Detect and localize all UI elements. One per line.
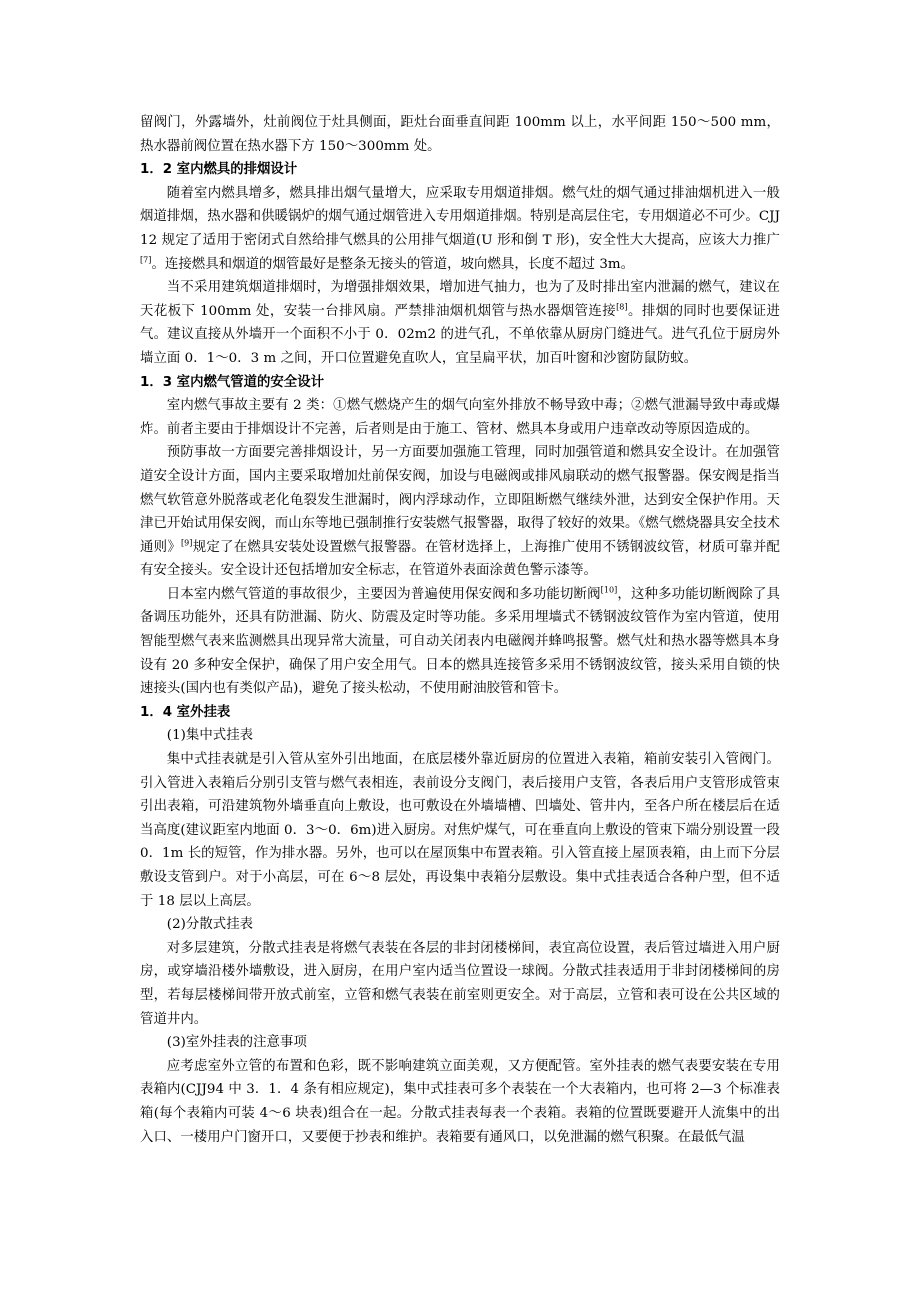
paragraph-accident-types: 室内燃气事故主要有 2 类：①燃气燃烧产生的烟气向室外排放不畅导致中毒；②燃气泄漏导致中毒或爆炸。前者主要由于排烟设计不完善，后者则是由于施工、管材、燃具本身或用户违章改动等原因造成的。 <box>140 398 780 437</box>
subheading-distributed-meter: (2)分散式挂表 <box>166 917 254 933</box>
paragraph-distributed-meter: 对多层建筑，分散式挂表是将燃气表装在各层的非封闭楼梯间，表宜高位设置，表后管过墙进入用户厨房，或穿墙沿楼外墙敷设，进入厨房，在用户室内适当位置设一球阀。分散式挂表适用于非封闭楼梯间的房型，若每层楼梯间带开放式前室，立管和燃气表装在前室则更安全。对于高层，立管和表可设在公共区域的管道井内。 <box>140 940 780 1027</box>
section-heading-1-4: 1．4 室外挂表 <box>140 704 231 720</box>
paragraph-exhaust-fan: 当不采用建筑烟道排烟时，为增强排烟效果，增加进气抽力，也为了及时排出室内泄漏的燃气，建议在天花板下 100mm 处，安装一台排风扇。严禁排油烟机烟管与热水器烟管连接[8]。排烟的同时也要保证进气。建议直接从外墙开一个面积不小于 0．02m2 的进气孔，不单依靠从厨房门缝进气。进气孔位于厨房外墙立面 0．1～0．3 m 之间，开口位置避免直吹人，宜呈扁平状，加百叶窗和沙窗防鼠防蚊。 <box>140 280 780 366</box>
paragraph-continuation: 留阀门，外露墙外，灶前阀位于灶具侧面，距灶台面垂直间距 100mm 以上，水平间距 150～500 mm，热水器前阀位置在热水器下方 150～300mm 处。 <box>140 115 780 154</box>
paragraph-outdoor-notes: 应考虑室外立管的布置和色彩，既不影响建筑立面美观，又方便配管。室外挂表的燃气表要安装在专用表箱内(CJJ94 中 3．1．4 条有相应规定)，集中式挂表可多个表装在一个大表箱内，也可将 2—3 个标准表箱(每个表箱内可装 4～6 块表)组合在一起。分散式挂表每表一个表箱。表箱的位置既要避开人流集中的出入口、一楼用户门窗开口，又要便于抄表和维护。表箱要有通风口，以免泄漏的燃气积聚。在最低气温 <box>140 1058 780 1145</box>
paragraph-flue-design: 随着室内燃具增多，燃具排出烟气量增大，应采取专用烟道排烟。燃气灶的烟气通过排油烟机进入一般烟道排烟，热水器和供暖锅炉的烟气通过烟管进入专用烟道排烟。特别是高层住宅，专用烟道必不可少。CJJ 12 规定了适用于密闭式自然给排气燃具的公用排气烟道(U 形和倒 T 形)，安全性大大提高，应该大力推广[7]。连接燃具和烟道的烟管最好是整条无接头的管道，坡向燃具，长度不超过 3m。 <box>140 185 780 272</box>
section-heading-1-2: 1．2 室内燃具的排烟设计 <box>140 162 298 178</box>
subheading-centralized-meter: (1)集中式挂表 <box>166 728 254 744</box>
section-heading-1-3: 1．3 室内燃气管道的安全设计 <box>140 374 324 390</box>
paragraph-prevention: 预防事故一方面要完善排烟设计，另一方面要加强施工管理，同时加强管道和燃具安全设计。在加强管道安全设计方面，国内主要采取增加灶前保安阀，加设与电磁阀或排风扇联动的燃气报警器。保安阀是指当燃气软管意外脱落或老化龟裂发生泄漏时，阀内浮球动作，立即阻断燃气继续外泄，达到安全保护作用。天津已开始试用保安阀，而山东等地已强制推行安装燃气报警器，取得了较好的效果。《燃气燃烧器具安全技术通则》[9]规定了在燃具安装处设置燃气报警器。在管材选择上，上海推广使用不锈钢波纹管，材质可靠并配有安全接头。安全设计还包括增加安全标志，在管道外表面涂黄色警示漆等。 <box>140 445 780 579</box>
document-page <box>140 111 780 1149</box>
subheading-outdoor-notes: (3)室外挂表的注意事项 <box>166 1035 307 1051</box>
paragraph-japan: 日本室内燃气管道的事故很少，主要因为普遍使用保安阀和多功能切断阀[10]，这种多功能切断阀除了具备调压功能外，还具有防泄漏、防火、防震及定时等功能。多采用埋墙式不锈钢波纹管作为室内管道，使用智能型燃气表来监测燃具出现异常大流量，可自动关闭表内电磁阀并蜂鸣报警。燃气灶和热水器等燃具本身设有 20 多种安全保护，确保了用户安全用气。日本的燃具连接管多采用不锈钢波纹管，接头采用自锁的快速接头(国内也有类似产品)，避免了接头松动，不使用耐油胶管和管卡。 <box>140 585 780 697</box>
paragraph-centralized-meter: 集中式挂表就是引入管从室外引出地面，在底层楼外靠近厨房的位置进入表箱，箱前安装引入管阀门。引入管进入表箱后分别引支管与燃气表相连，表前设分支阀门，表后接用户支管，各表后用户支管形成管束引出表箱，可沿建筑物外墙垂直向上敷设，也可敷设在外墙墙槽、凹墙处、管井内，至各户所在楼层后在适当高度(建议距室内地面 0．3～0．6m)进入厨房。对焦炉煤气，可在垂直向上敷设的管束下端分别设置一段 0．1m 长的短管，作为排水器。另外，也可以在屋顶集中布置表箱。引入管直接上屋顶表箱，由上而下分层敷设支管到户。对于小高层，可在 6～8 层处，再设集中表箱分层敷设。集中式挂表适合各种户型，但不适于 18 层以上高层。 <box>140 752 780 909</box>
